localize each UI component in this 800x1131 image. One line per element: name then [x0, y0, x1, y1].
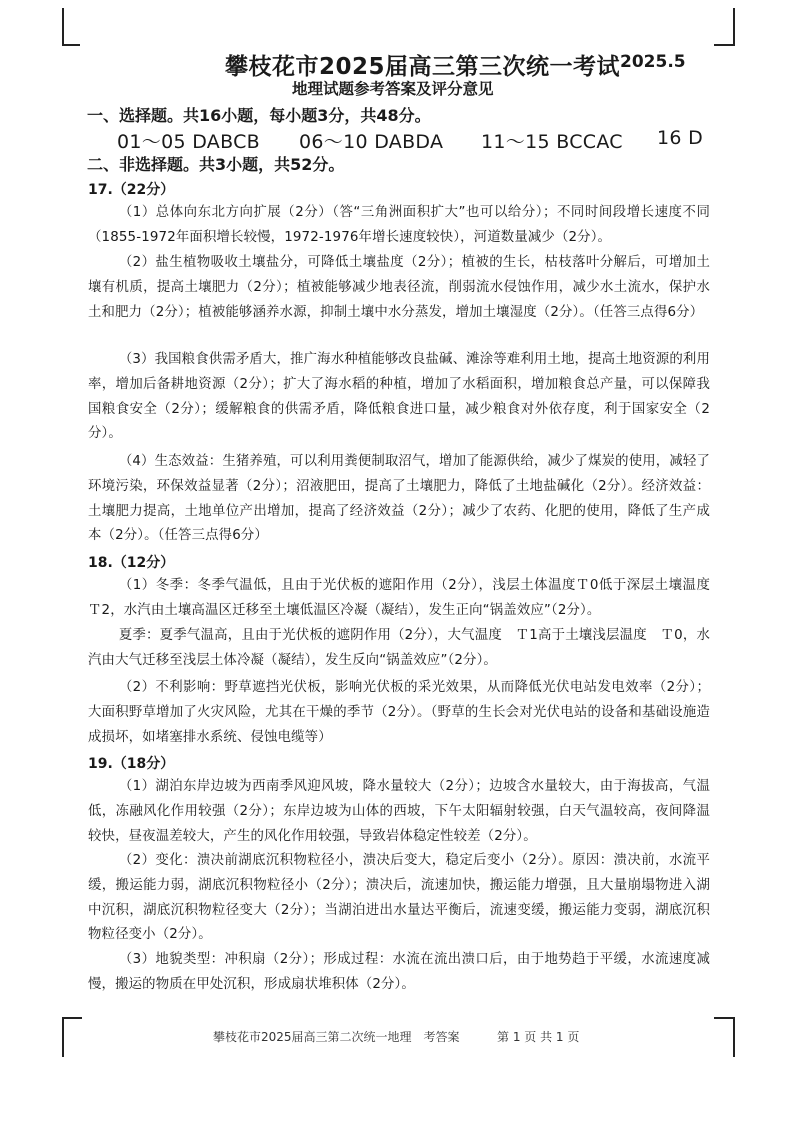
- q17-part2: （2）盐生植物吸收土壤盐分，可降低土壤盐度（2分）；植被的生长，枯枝落叶分解后，可增加土壤有机质，提高土壤肥力（2分）；植被能够减少地表径流，削弱流水侵蚀作用，减少水土流水，保护水土和肥力（2分）；植被能够涵养水源，抑制土壤中水分蒸发，增加土壤湿度（2分）。（任答三点得6分）: [88, 255, 710, 320]
- crop-mark-top-left-v: [62, 8, 64, 46]
- answer-group-4: 16 D: [657, 127, 704, 149]
- crop-mark-top-right-h: [714, 44, 734, 46]
- q17-part4: （4）生态效益：生猪养殖，可以利用粪便制取沼气，增加了能源供给，减少了煤炭的使用，减轻了环境污染，环保效益显著（2分）；沼液肥田，提高了土壤肥力，降低了土地盐碱化（2分）。经济效益：土壤肥力提高，土地单位产出增加，提高了经济效益（2分）；减少了农药、化肥的使用，降低了生产成本（2分）。（任答三点得6分）: [88, 454, 710, 544]
- crop-mark-bottom-right-v: [733, 1017, 735, 1057]
- answer-group-2: 06～10 DABDA: [299, 131, 444, 153]
- q19-part1: （1）湖泊东岸边坡为西南季风迎风坡，降水量较大（2分）；边坡含水量较大，由于海拔高，气温低，冻融风化作用较强（2分）；东岸边坡为山体的西坡，下午太阳辐射较强，白天气温较高，夜间降温较快，昼夜温差较大，产生的风化作用较强，导致岩体稳定性较差（2分）。: [88, 779, 710, 844]
- crop-mark-bottom-left-h: [62, 1017, 82, 1019]
- answer-group-3: 11～15 BCCAC: [481, 131, 623, 153]
- q17-part1: （1）总体向东北方向扩展（2分）（答“三角洲面积扩大”也可以给分）；不同时间段增长速度不同（1855-1972年面积增长较慢，1972-1976年增长速度较快），河道数量减少（2分）。: [88, 205, 710, 245]
- q17-part3: （3）我国粮食供需矛盾大，推广海水种植能够改良盐碱、滩涂等难利用土地，提高土地资源的利用率，增加后备耕地资源（2分）；扩大了海水稻的种植，增加了水稻面积，增加粮食总产量，可以保障我国粮食安全（2分）；缓解粮食的供需矛盾，降低粮食进口量，减少粮食对外依存度，利于国家安全（2分）。: [88, 352, 710, 442]
- q19-part2: （2）变化：溃决前湖底沉积物粒径小，溃决后变大，稳定后变小（2分）。原因：溃决前，水流平缓，搬运能力弱，湖底沉积物粒径小（2分）；溃决后，流速加快，搬运能力增强，且大量崩塌物进入湖中沉积，湖底沉积物粒径变大（2分）；当湖泊进出水量达平衡后，流速变缓，搬运能力变弱，湖底沉积物粒径变小（2分）。: [88, 853, 710, 943]
- q18-heading: 18.（12分）: [88, 555, 175, 571]
- q19-part3: （3）地貌类型：冲积扇（2分）；形成过程：水流在流出溃口后，由于地势趋于平缓，水流速度减慢，搬运的物质在甲处沉积，形成扇状堆积体（2分）。: [88, 952, 710, 992]
- q18-part1-summer: 夏季：夏季气温高，且由于光伏板的遮阴作用（2分），大气温度 Ｔ1高于土壤浅层温度 Ｔ0，水汽由大气迁移至浅层土体冷凝（凝结），发生反向“锅盖效应”（2分）。: [88, 628, 710, 668]
- section2-heading: 二、非选择题。共3小题，共52分。: [87, 155, 345, 174]
- footer-title: 攀枝花市2025届高三第二次统一地理 考答案: [213, 1030, 460, 1044]
- footer-page-number: 第 1 页 共 1 页: [497, 1030, 580, 1044]
- exam-date: 2025.5: [620, 52, 686, 72]
- q19-heading: 19.（18分）: [88, 756, 175, 772]
- q18-part1-winter: （1）冬季：冬季气温低，且由于光伏板的遮阳作用（2分），浅层土体温度Ｔ0低于深层土壤温度 Ｔ2，水汽由土壤高温区迁移至土壤低温区冷凝（凝结），发生正向“锅盖效应”（2分）。: [88, 578, 724, 618]
- crop-mark-top-right-v: [733, 8, 735, 46]
- section1-heading: 一、选择题。共16小题，每小题3分，共48分。: [87, 106, 431, 125]
- crop-mark-bottom-left-v: [62, 1017, 64, 1057]
- crop-mark-bottom-right-h: [714, 1017, 734, 1019]
- q17-heading: 17.（22分）: [88, 182, 175, 198]
- answer-group-1: 01～05 DABCB: [117, 131, 260, 153]
- exam-subtitle: 地理试题参考答案及评分意见: [292, 80, 494, 98]
- q18-part2: （2）不利影响：野草遮挡光伏板，影响光伏板的采光效果，从而降低光伏电站发电效率（2分）；大面积野草增加了火灾风险，尤其在干燥的季节（2分）。（野草的生长会对光伏电站的设备和基础设施造成损坏，如堵塞排水系统、侵蚀电缆等）: [88, 680, 710, 745]
- exam-title: 攀枝花市2025届高三第三次统一考试: [225, 54, 621, 80]
- crop-mark-top-left-h: [62, 44, 80, 46]
